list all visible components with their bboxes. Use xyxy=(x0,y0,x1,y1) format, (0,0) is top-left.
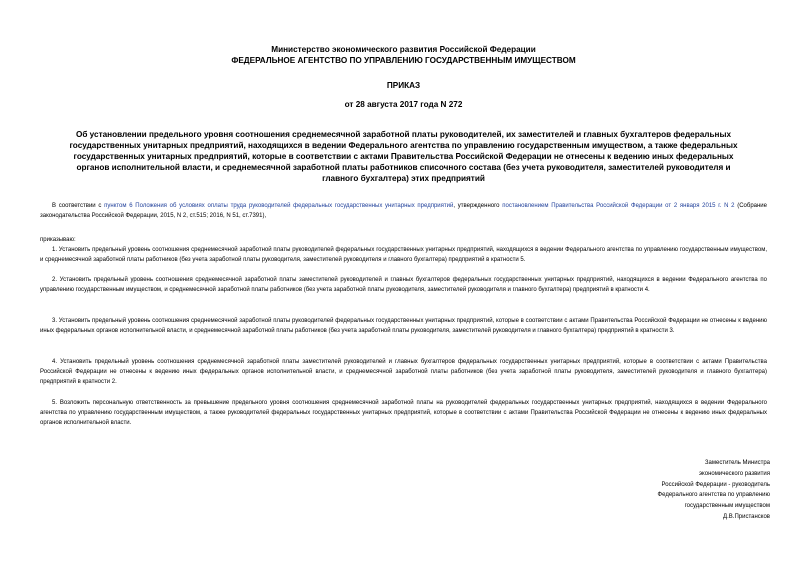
document-date-number: от 28 августа 2017 года N 272 xyxy=(344,100,463,109)
title-line: государственных унитарных предприятий, находящихся в ведении Федерального агентства по управлению государственным имуществом, а также федеральных xyxy=(69,141,738,150)
agency-name: ФЕДЕРАЛЬНОЕ АГЕНТСТВО ПО УПРАВЛЕНИЮ ГОСУДАРСТВЕННЫМ ИМУЩЕСТВОМ xyxy=(231,56,576,65)
preamble-text: (Собрание законодательства Российской Федерации, 2015, N 2, ст.515; 2016, N 51, ст.7391), xyxy=(40,203,767,219)
title-line: органов исполнительной власти, и среднемесячной заработной платы работников списочного состава (без учета руководителя, заместителей руководителя и xyxy=(76,163,731,172)
order-item-5: 5. Возложить персональную ответственность за превышение предельного уровня соотношения среднемесячной заработной платы на руководителей федеральных государственных унитарных предприятий, находящихся в ведении Федерального агентства по управлению государственным имуществом, а также руководителей федеральных государственных унитарных предприятий, которые в соответствии с актами Правительства Российской Федерации не отнесены к ведению иных федеральных органов исполнительной власти. xyxy=(40,400,767,426)
signature-line: государственным имуществом xyxy=(684,503,770,510)
order-item-3: 3. Установить предельный уровень соотношения среднемесячной заработной платы руководителей федеральных государственных унитарных предприятий, которые в соответствии с актами Правительства Российской Федерации не отнесены к ведению иных федеральных органов исполнительной власти, и среднемесячной заработной платы работников (без учета заработной платы руководителя, заместителей руководителя и главного бухгалтера) предприятий в кратности 3. xyxy=(40,318,767,334)
title-line: главного бухгалтера) этих предприятий xyxy=(322,174,485,183)
ministry-name: Министерство экономического развития Российской Федерации xyxy=(271,45,536,54)
signatory-name: Д.В.Пристансков xyxy=(723,513,770,520)
signature-line: Заместитель Министра xyxy=(704,460,770,466)
signature-line: Федерального агентства по управлению xyxy=(657,492,770,499)
document-type: ПРИКАЗ xyxy=(386,81,421,90)
signature-block xyxy=(570,458,770,523)
preamble-text: В соответствии с xyxy=(52,203,105,209)
order-item-1: 1. Установить предельный уровень соотношения среднемесячной заработной платы руководителей федеральных государственных унитарных предприятий, находящихся в ведении Федерального агентства по управлению государственным имуществом, и среднемесячной заработной платы работников (без учета заработной платы руководителя, заместителей руководителя и главного бухгалтера) предприятий в кратности 5. xyxy=(40,247,767,263)
title-line: Об установлении предельного уровня соотношения среднемесячной заработной платы руководителей, их заместителей и главных бухгалтеров федеральных xyxy=(75,130,732,139)
order-item-2: 2. Установить предельный уровень соотношения среднемесячной заработной платы заместителей руководителей и главных бухгалтеров федеральных государственных унитарных предприятий, находящихся в ведении Федерального агентства по управлению государственным имуществом, и среднемесячной заработной платы работников (без учета заработной платы руководителя, заместителей руководителя и главного бухгалтера) предприятий в кратности 4. xyxy=(40,277,767,293)
order-word: приказываю: xyxy=(40,237,76,243)
signature-line: Российской Федерации - руководитель xyxy=(661,481,770,488)
preamble-paragraph xyxy=(40,201,767,221)
signature-line: экономического развития xyxy=(698,470,770,477)
regulation-link[interactable]: пунктом 6 Положения об условиях оплаты труда руководителей федеральных государственных унитарных предприятий xyxy=(104,203,454,209)
title-line: государственных унитарных предприятий, которые в соответствии с актами Правительства Российской Федерации не отнесены к ведению иных федеральных xyxy=(73,152,734,161)
preamble-text: , утвержденного xyxy=(453,203,503,209)
government-decree-link[interactable]: постановлением Правительства Российской Федерации от 2 января 2015 г. N 2 xyxy=(502,203,735,209)
order-item-4: 4. Установить предельный уровень соотношения среднемесячной заработной платы заместителей руководителей и главных бухгалтеров федеральных государственных унитарных предприятий, которые в соответствии с актами Правительства Российской Федерации не отнесены к ведению иных федеральных органов исполнительной власти, и среднемесячной заработной платы работников (без учета заработной платы руководителя, заместителей руководителя и главного бухгалтера) предприятий в кратности 2. xyxy=(40,359,767,385)
